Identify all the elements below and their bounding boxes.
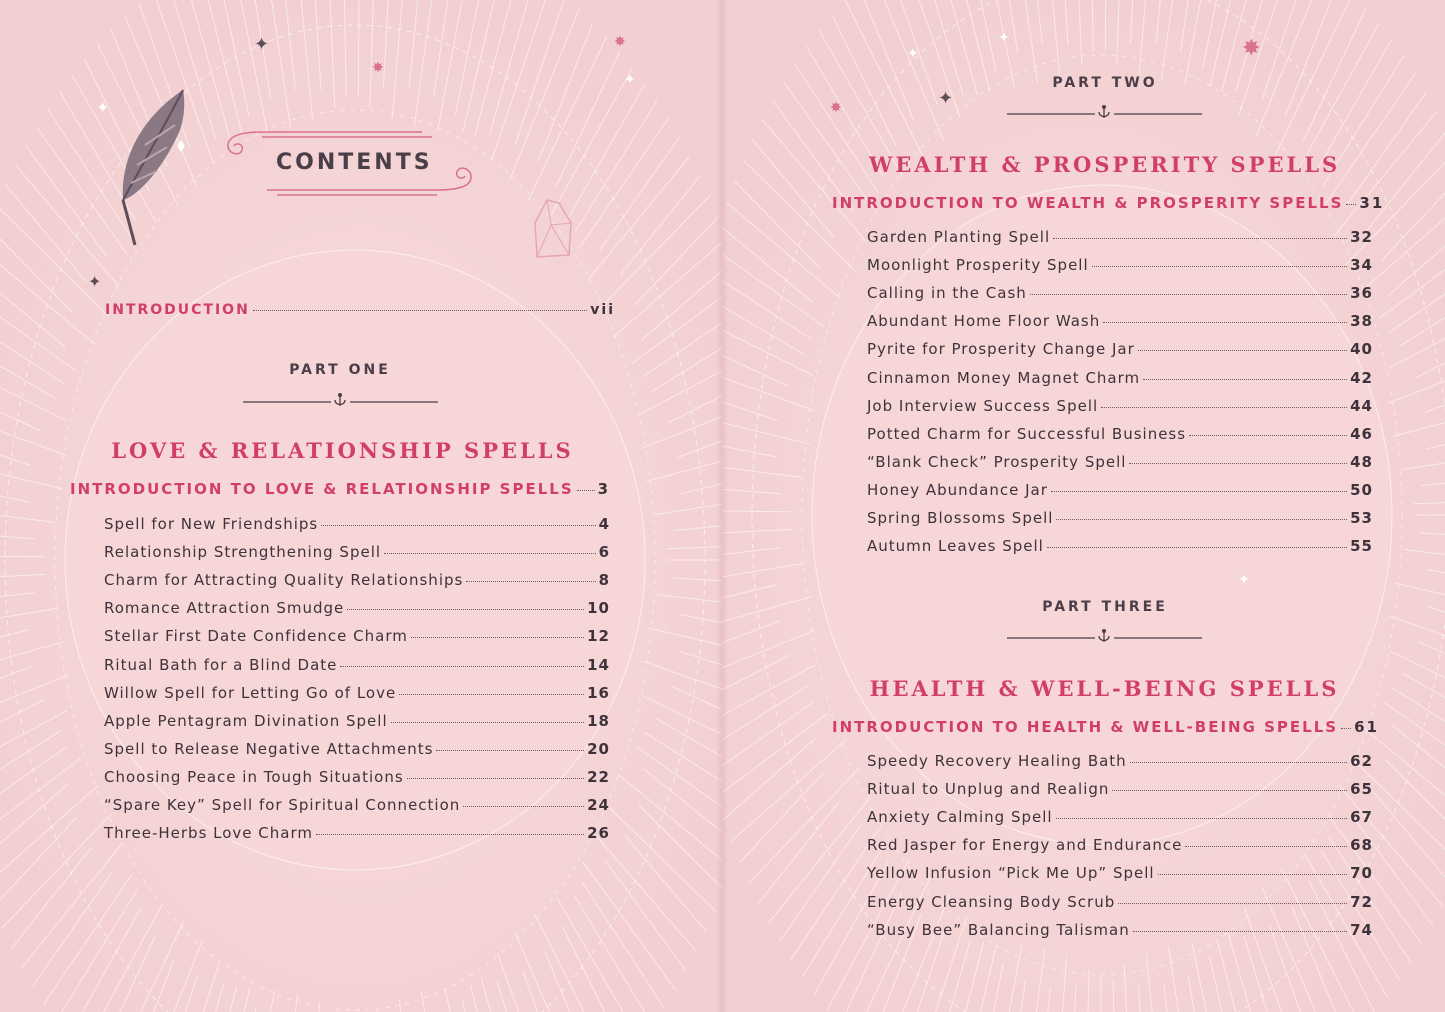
- toc-entry-page: 20: [587, 739, 610, 758]
- toc-entry-label: Red Jasper for Energy and Endurance: [867, 836, 1183, 855]
- toc-entry-page: 18: [587, 711, 610, 730]
- sparkle-icon: ✦: [624, 72, 636, 88]
- toc-entry[interactable]: [104, 740, 610, 758]
- toc-entry-page: 34: [1350, 256, 1373, 275]
- toc-entry-page: 10: [587, 599, 610, 618]
- dot-leader: [391, 722, 585, 723]
- dot-leader: [1143, 379, 1347, 380]
- toc-entry[interactable]: [104, 599, 610, 617]
- toc-entry-label: Garden Planting Spell: [867, 228, 1051, 246]
- toc-entry[interactable]: [104, 684, 610, 702]
- toc-entry-part-two-intro[interactable]: [832, 194, 1385, 212]
- dot-leader: [321, 525, 595, 526]
- toc-entry-label: Ritual to Unplug and Realign: [867, 780, 1110, 799]
- toc-entry[interactable]: [104, 712, 610, 730]
- toc-entry-label: Three-Herbs Love Charm: [104, 824, 313, 843]
- toc-entry-page: 40: [1350, 340, 1373, 359]
- toc-entry-label: Potted Charm for Successful Business: [867, 424, 1187, 443]
- toc-entry-label: “Blank Check” Prosperity Spell: [867, 452, 1127, 471]
- left-page: [0, 0, 722, 1012]
- dot-leader: [1133, 931, 1347, 932]
- toc-entry-page: 42: [1350, 368, 1373, 387]
- dot-leader: [436, 750, 584, 751]
- divider-ornament: [1007, 104, 1202, 122]
- right-page: [722, 0, 1445, 1012]
- toc-entry[interactable]: [867, 369, 1373, 387]
- toc-entry[interactable]: [867, 284, 1373, 302]
- toc-entry-label: Pyrite for Prosperity Change Jar: [867, 340, 1135, 359]
- toc-entry-page: 22: [587, 767, 610, 786]
- toc-entry-label: INTRODUCTION TO WEALTH & PROSPERITY SPELLS: [832, 194, 1344, 212]
- toc-entry-page: 8: [598, 571, 610, 590]
- toc-entry[interactable]: [867, 425, 1373, 443]
- toc-entry-label: Moonlight Prosperity Spell: [867, 256, 1089, 275]
- contents-title: CONTENTS: [276, 150, 433, 175]
- dot-leader: [316, 834, 584, 835]
- dot-leader: [1056, 818, 1348, 819]
- toc-entry[interactable]: [867, 397, 1373, 415]
- dot-leader: [1341, 728, 1351, 729]
- toc-entry[interactable]: [867, 312, 1373, 330]
- toc-entry-label: Job Interview Success Spell: [867, 396, 1099, 415]
- toc-entry-part-one-intro[interactable]: [70, 480, 610, 498]
- crystal-icon: [525, 195, 580, 265]
- toc-entry-label: Autumn Leaves Spell: [867, 537, 1044, 556]
- toc-entry[interactable]: [867, 780, 1373, 798]
- toc-entry-page: 14: [587, 655, 610, 674]
- dot-leader: [1053, 238, 1347, 239]
- toc-entry[interactable]: [104, 768, 610, 786]
- toc-entry-label: Relationship Strengthening Spell: [104, 543, 382, 562]
- toc-entry-label: Romance Attraction Smudge: [104, 599, 345, 618]
- toc-entry-label: INTRODUCTION: [105, 302, 250, 318]
- toc-entry-label: Honey Abundance Jar: [867, 480, 1048, 499]
- toc-entry-page: 4: [598, 515, 610, 533]
- sparkle-icon: ✦: [998, 30, 1010, 46]
- toc-entry[interactable]: [867, 752, 1373, 770]
- sparkle-icon: ✦: [88, 272, 102, 291]
- dot-leader: [1118, 903, 1347, 904]
- toc-entry-label: Yellow Infusion “Pick Me Up” Spell: [867, 864, 1155, 883]
- dot-leader: [399, 694, 584, 695]
- toc-entry-label: Ritual Bath for a Blind Date: [104, 655, 338, 674]
- toc-entry-label: Speedy Recovery Healing Bath: [867, 752, 1127, 770]
- toc-entry-label: Choosing Peace in Tough Situations: [104, 767, 404, 786]
- toc-entry[interactable]: [867, 808, 1373, 826]
- toc-entry-page: 3: [597, 480, 610, 498]
- toc-entry[interactable]: [867, 256, 1373, 274]
- toc-entry-page: 65: [1350, 780, 1373, 799]
- toc-entry-page: 74: [1350, 920, 1373, 939]
- dot-leader: [466, 581, 595, 582]
- toc-entry-page: 31: [1359, 194, 1385, 212]
- toc-entry-label: Willow Spell for Letting Go of Love: [104, 683, 397, 702]
- toc-entry-label: Abundant Home Floor Wash: [867, 312, 1101, 331]
- sparkle-icon: ✸: [372, 60, 384, 76]
- toc-entry[interactable]: [867, 537, 1373, 555]
- toc-entry-label: Spell to Release Negative Attachments: [104, 739, 434, 758]
- dot-leader: [1138, 350, 1347, 351]
- toc-entry-label: Cinnamon Money Magnet Charm: [867, 368, 1141, 387]
- toc-entry-page: 26: [587, 824, 610, 843]
- toc-entry-label: Anxiety Calming Spell: [867, 808, 1053, 827]
- dot-leader: [1092, 266, 1347, 267]
- sparkle-icon: ✦: [907, 46, 919, 62]
- toc-entry[interactable]: [867, 228, 1373, 246]
- sparkle-icon: ✦: [254, 34, 270, 55]
- toc-entry-part-three-intro[interactable]: [832, 718, 1379, 736]
- dot-leader: [1101, 407, 1347, 408]
- toc-entry[interactable]: [867, 864, 1373, 882]
- part-two-label: PART TWO: [1052, 75, 1158, 91]
- feather-icon: [105, 85, 195, 255]
- toc-entry[interactable]: [867, 453, 1373, 471]
- toc-entry-page: 6: [598, 543, 610, 562]
- dot-leader: [1047, 547, 1347, 548]
- toc-entry-page: 32: [1350, 228, 1373, 246]
- toc-entry-label: INTRODUCTION TO HEALTH & WELL-BEING SPELLS: [832, 718, 1339, 736]
- toc-entry-label: “Busy Bee” Balancing Talisman: [867, 920, 1130, 939]
- toc-entry-label: Calling in the Cash: [867, 284, 1027, 303]
- dot-leader: [347, 609, 584, 610]
- toc-entry-page: 24: [587, 796, 610, 814]
- dot-leader: [1158, 874, 1348, 875]
- dot-leader: [253, 310, 587, 311]
- toc-entry-page: 36: [1350, 284, 1373, 303]
- toc-entry[interactable]: [867, 893, 1373, 911]
- toc-entry[interactable]: [104, 543, 610, 561]
- toc-entry[interactable]: [867, 481, 1373, 499]
- toc-entry[interactable]: [104, 515, 610, 533]
- toc-entry[interactable]: [104, 571, 610, 589]
- toc-entry[interactable]: [867, 921, 1373, 939]
- toc-entry-page: 38: [1350, 312, 1373, 331]
- divider-ornament: [1007, 628, 1202, 646]
- toc-entry-page: vii: [590, 302, 615, 318]
- sparkle-icon: ✦: [1238, 572, 1250, 588]
- sparkle-icon: ✸: [830, 100, 842, 116]
- toc-entry-page: 53: [1350, 509, 1373, 527]
- toc-entry-page: 68: [1350, 836, 1373, 855]
- toc-entry-label: Stellar First Date Confidence Charm: [104, 627, 408, 646]
- sparkle-icon: ✦: [938, 88, 954, 109]
- toc-entry-page: 48: [1350, 452, 1373, 471]
- sparkle-icon: ✸: [1242, 36, 1261, 61]
- toc-entry-page: 44: [1350, 396, 1373, 415]
- toc-entry-page: 46: [1350, 424, 1373, 443]
- part-one-title: LOVE & RELATIONSHIP SPELLS: [111, 438, 574, 463]
- dot-leader: [1030, 294, 1347, 295]
- toc-entry-label: Energy Cleansing Body Scrub: [867, 892, 1116, 911]
- part-three-label: PART THREE: [1042, 599, 1168, 615]
- toc-entry-page: 72: [1350, 892, 1373, 911]
- dot-leader: [1185, 846, 1347, 847]
- dot-leader: [1056, 519, 1347, 520]
- toc-entry-page: 16: [587, 683, 610, 702]
- dot-leader: [407, 778, 584, 779]
- toc-entry-page: 55: [1350, 537, 1373, 556]
- toc-entry-page: 67: [1350, 808, 1373, 827]
- toc-entry-label: Spell for New Friendships: [104, 515, 319, 533]
- part-two-title: WEALTH & PROSPERITY SPELLS: [868, 152, 1341, 177]
- toc-entry-page: 12: [587, 627, 610, 646]
- toc-entry-label: Charm for Attracting Quality Relationships: [104, 571, 464, 590]
- part-one-label: PART ONE: [289, 362, 391, 378]
- toc-entry-label: “Spare Key” Spell for Spiritual Connection: [104, 796, 461, 814]
- dot-leader: [384, 553, 596, 554]
- dot-leader: [1130, 762, 1347, 763]
- toc-entry[interactable]: [104, 824, 610, 842]
- toc-entry-page: 62: [1350, 752, 1373, 770]
- toc-entry[interactable]: [104, 656, 610, 674]
- toc-entry-page: 61: [1354, 718, 1379, 736]
- toc-entry-label: INTRODUCTION TO LOVE & RELATIONSHIP SPELLS: [70, 480, 574, 498]
- toc-entry[interactable]: [104, 796, 610, 814]
- toc-entry-label: Apple Pentagram Divination Spell: [104, 711, 388, 730]
- toc-entry[interactable]: [104, 627, 610, 645]
- toc-entry[interactable]: [867, 340, 1373, 358]
- sparkle-icon: ✦: [96, 98, 110, 117]
- toc-entry[interactable]: [867, 836, 1373, 854]
- dot-leader: [463, 806, 584, 807]
- part-three-title: HEALTH & WELL-BEING SPELLS: [869, 676, 1340, 701]
- dot-leader: [1103, 322, 1347, 323]
- toc-entry-label: Spring Blossoms Spell: [867, 509, 1054, 527]
- divider-ornament: [243, 392, 438, 410]
- dot-leader: [340, 666, 584, 667]
- dot-leader: [1051, 491, 1347, 492]
- dot-leader: [1129, 463, 1347, 464]
- dot-leader: [1346, 204, 1356, 205]
- toc-entry-introduction[interactable]: [105, 302, 615, 318]
- toc-entry[interactable]: [867, 509, 1373, 527]
- toc-entry-page: 50: [1350, 480, 1373, 499]
- dot-leader: [411, 637, 584, 638]
- dot-leader: [1189, 435, 1347, 436]
- sparkle-icon: ✸: [614, 34, 626, 50]
- dot-leader: [577, 490, 595, 491]
- dot-leader: [1112, 790, 1347, 791]
- toc-entry-page: 70: [1350, 864, 1373, 883]
- page-gutter: [716, 0, 728, 1012]
